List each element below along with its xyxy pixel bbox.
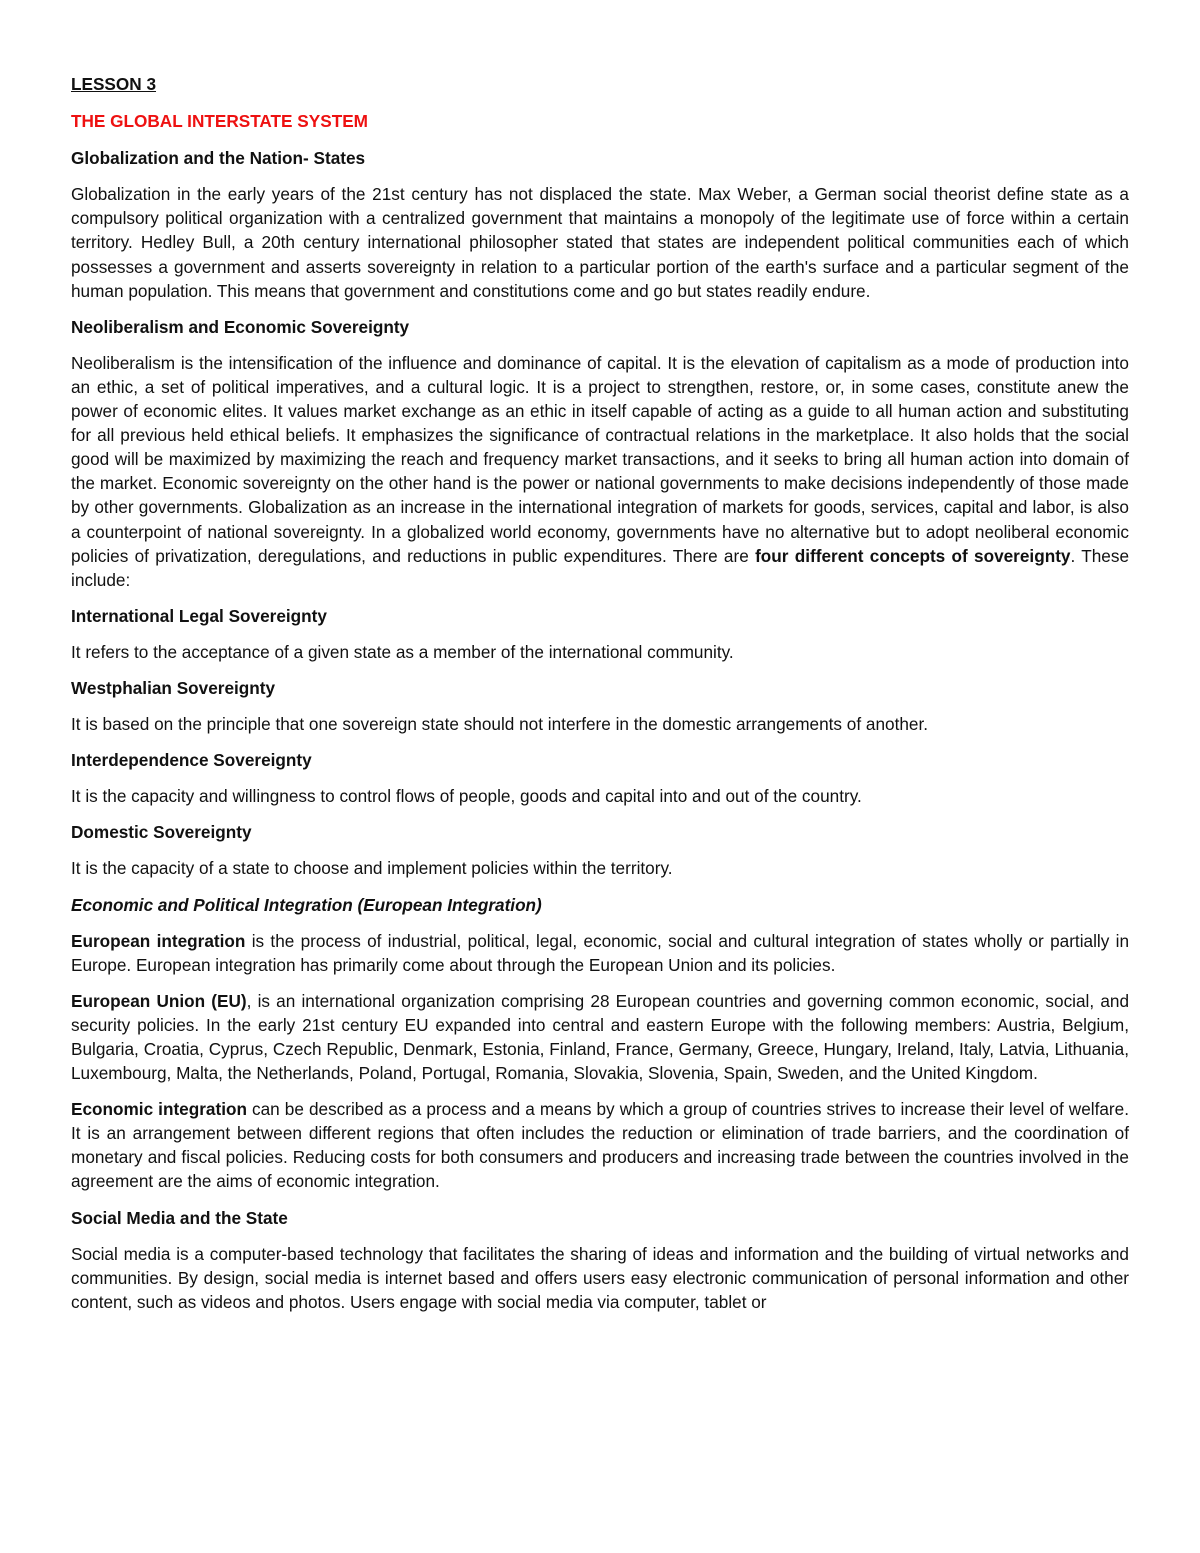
section-heading-interdependence: Interdependence Sovereignty [71, 750, 312, 771]
paragraph-westphalian: It is based on the principle that one sovereign state should not interfere in the domestic arrangements of another. [71, 714, 929, 735]
paragraph-globalization: Globalization in the early years of the 21st century has not displaced the state. Max Weber, a German social theorist define state as a compulsory political organization with a centralized government that maintains a monopoly of the legitimate use of force within a certain territory. Hedley Bull, a 20th century international philosopher stated that states are independent political communities each of which possesses a government and asserts sovereignty in relation to a particular portion of the earth's surface and a particular segment of the human population. This means that government and constitutions come and go but states readily endure. [71, 184, 1129, 301]
section-heading-westphalian: Westphalian Sovereignty [71, 677, 276, 698]
section-heading-integration: Economic and Political Integration (European Integration) [71, 894, 542, 915]
paragraph-interdependence: It is the capacity and willingness to control flows of people, goods and capital into and out of the country. [71, 786, 862, 807]
paragraph-economic-integration [71, 1097, 1129, 1193]
paragraph-neoliberalism-text: Neoliberalism is the intensification of the influence and dominance of capital. It is the elevation of capitalism as a mode of production into an ethic, a set of political imperatives, and a cultural logic. It is a project to strengthen, restore, or, in some cases, constitute anew the power of economic elites. It values market exchange as an ethic in itself capable of acting as a guide to all human action and substituting for all previous held ethical beliefs. It emphasizes the significance of contractual relations in the marketplace. It also holds that the social good will be maximized by maximizing the reach and frequency market transactions, and it seeks to bring all human action into domain of the market. Economic sovereignty on the other hand is the power or national governments to make decisions independently of those made by other governments. Globalization as an increase in the international integration of markets for goods, services, capital and labor, is also a counterpoint of national sovereignty. In a globalized world economy, governments have no alternative but to adopt neoliberal economic policies of privatization, deregulations, and reductions in public expenditures. There are [71, 352, 1129, 566]
bold-four-concepts: four different concepts of sovereignty [755, 545, 1071, 566]
section-heading-domestic: Domestic Sovereignty [71, 822, 252, 843]
section-heading-social-media: Social Media and the State [71, 1207, 288, 1228]
paragraph-international-legal: It refers to the acceptance of a given state as a member of the international community. [71, 641, 734, 662]
paragraph-european-integration [71, 929, 1129, 977]
document-title: THE GLOBAL INTERSTATE SYSTEM [71, 111, 368, 132]
paragraph-european-union-text: , is an international organization comprising 28 European countries and governing common economic, social, and security policies. In the early 21st century EU expanded into central and eastern Europe with the following members: Austria, Belgium, Bulgaria, Croatia, Cyprus, Czech Republic, Denmark, Estonia, Finland, France, Germany, Greece, Hungary, Ireland, Italy, Latvia, Lithuania, Luxembourg, Malta, the Netherlands, Poland, Portugal, Romania, Slovakia, Slovenia, Spain, Sweden, and the United Kingdom. [71, 990, 1130, 1084]
paragraph-neoliberalism-tail: . These include: [71, 545, 1130, 590]
paragraph-domestic: It is the capacity of a state to choose and implement policies within the territory. [71, 858, 673, 879]
paragraph-neoliberalism [71, 351, 1129, 592]
paragraph-european-integration-text: is the process of industrial, political, legal, economic, social and cultural integration of states wholly or partially in Europe. European integration has primarily come about through the European Union and its policies. [71, 930, 1130, 975]
term-european-union: European Union (EU) [71, 990, 247, 1011]
term-european-integration: European integration [71, 930, 246, 951]
paragraph-economic-integration-text: can be described as a process and a means by which a group of countries strives to increase their level of welfare. It is an arrangement between different regions that often includes the reduction or elimination of trade barriers, and the coordination of monetary and fiscal policies. Reducing costs for both consumers and producers and increasing trade between the countries involved in the agreement are the aims of economic integration. [71, 1099, 1129, 1192]
paragraph-social-media: Social media is a computer-based technology that facilitates the sharing of ideas and information and the building of virtual networks and communities. By design, social media is internet based and offers users easy electronic communication of personal information and other content, such as videos and photos. Users engage with social media via computer, tablet or [71, 1243, 1129, 1312]
lesson-label: LESSON 3 [71, 74, 157, 94]
section-heading-globalization: Globalization and the Nation- States [71, 148, 366, 169]
section-heading-international-legal: International Legal Sovereignty [71, 605, 327, 626]
paragraph-european-union [71, 989, 1129, 1085]
term-economic-integration: Economic integration [71, 1099, 247, 1120]
section-heading-neoliberalism: Neoliberalism and Economic Sovereignty [71, 316, 410, 337]
